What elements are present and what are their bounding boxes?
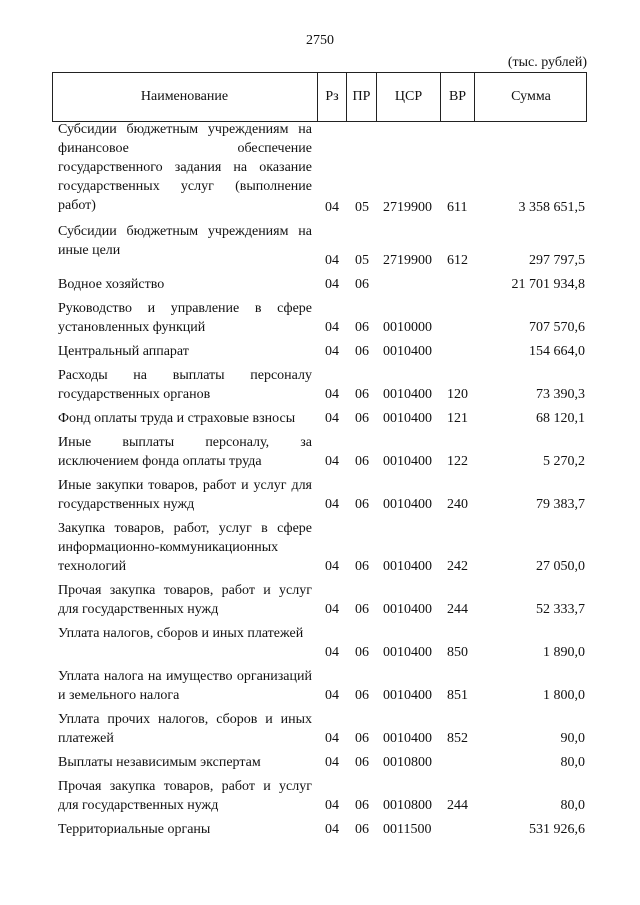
row-pr: 06 bbox=[355, 755, 369, 770]
table-row bbox=[0, 519, 640, 576]
header-name: Наименование bbox=[140, 89, 229, 104]
row-rz: 04 bbox=[325, 755, 339, 770]
row-csr: 0010400 bbox=[383, 411, 432, 426]
row-name: Расходы на выплаты персоналу государственных органов bbox=[58, 368, 312, 402]
row-csr: 2719900 bbox=[383, 200, 432, 215]
row-rz: 04 bbox=[325, 497, 339, 512]
row-vr: 122 bbox=[447, 454, 468, 469]
row-csr: 0010400 bbox=[383, 602, 432, 617]
row-pr: 06 bbox=[355, 602, 369, 617]
table-row bbox=[0, 342, 640, 361]
row-sum: 297 797,5 bbox=[529, 253, 585, 268]
table-row bbox=[0, 667, 640, 705]
table-row bbox=[0, 120, 640, 217]
row-rz: 04 bbox=[325, 277, 339, 292]
table-row bbox=[0, 409, 640, 428]
table-row bbox=[0, 299, 640, 337]
table-row bbox=[0, 777, 640, 815]
row-sum: 1 890,0 bbox=[543, 645, 585, 660]
row-name: Территориальные органы bbox=[58, 822, 211, 837]
row-vr: 852 bbox=[447, 731, 468, 746]
row-name: Уплата прочих налогов, сборов и иных платежей bbox=[58, 712, 312, 746]
row-csr: 0010400 bbox=[383, 559, 432, 574]
table-row bbox=[0, 476, 640, 514]
table-row bbox=[0, 624, 640, 662]
table-row bbox=[0, 753, 640, 772]
row-vr: 851 bbox=[447, 688, 468, 703]
row-name: Центральный аппарат bbox=[58, 344, 189, 359]
row-rz: 04 bbox=[325, 200, 339, 215]
row-vr: 611 bbox=[447, 200, 468, 215]
units-note: (тыс. рублей) bbox=[507, 55, 587, 70]
row-rz: 04 bbox=[325, 798, 339, 813]
row-sum: 90,0 bbox=[560, 731, 585, 746]
row-sum: 5 270,2 bbox=[543, 454, 585, 469]
row-vr: 120 bbox=[447, 387, 468, 402]
row-rz: 04 bbox=[325, 731, 339, 746]
row-sum: 80,0 bbox=[560, 798, 585, 813]
row-rz: 04 bbox=[325, 688, 339, 703]
row-vr: 242 bbox=[447, 559, 468, 574]
row-pr: 05 bbox=[355, 253, 369, 268]
row-name: Закупка товаров, работ, услуг в сфере информационно-коммуникационных технологий bbox=[58, 521, 312, 574]
row-pr: 06 bbox=[355, 645, 369, 660]
table-row bbox=[0, 433, 640, 471]
row-vr: 850 bbox=[447, 645, 468, 660]
row-rz: 04 bbox=[325, 320, 339, 335]
row-sum: 52 333,7 bbox=[536, 602, 585, 617]
row-csr: 0011500 bbox=[383, 822, 432, 837]
table-header bbox=[52, 72, 587, 122]
row-rz: 04 bbox=[325, 559, 339, 574]
header-vr: ВР bbox=[448, 89, 467, 104]
table-row bbox=[0, 275, 640, 294]
row-pr: 06 bbox=[355, 387, 369, 402]
table-row bbox=[0, 366, 640, 404]
row-name: Выплаты независимым экспертам bbox=[58, 755, 261, 770]
row-pr: 05 bbox=[355, 200, 369, 215]
row-sum: 21 701 934,8 bbox=[511, 277, 585, 292]
row-pr: 06 bbox=[355, 411, 369, 426]
row-csr: 0010400 bbox=[383, 688, 432, 703]
row-vr: 244 bbox=[447, 798, 468, 813]
table-body bbox=[0, 120, 640, 839]
row-rz: 04 bbox=[325, 411, 339, 426]
row-rz: 04 bbox=[325, 454, 339, 469]
table-row bbox=[0, 222, 640, 270]
row-sum: 707 570,6 bbox=[529, 320, 585, 335]
row-rz: 04 bbox=[325, 602, 339, 617]
row-pr: 06 bbox=[355, 320, 369, 335]
table-row bbox=[0, 820, 640, 839]
page-number: 2750 bbox=[306, 33, 334, 48]
row-pr: 06 bbox=[355, 344, 369, 359]
row-pr: 06 bbox=[355, 559, 369, 574]
row-sum: 27 050,0 bbox=[536, 559, 585, 574]
row-name: Водное хозяйство bbox=[58, 277, 165, 292]
row-name: Руководство и управление в сфере установленных функций bbox=[58, 301, 312, 335]
row-pr: 06 bbox=[355, 454, 369, 469]
row-sum: 154 664,0 bbox=[529, 344, 585, 359]
row-csr: 0010400 bbox=[383, 645, 432, 660]
header-rz: Рз bbox=[325, 89, 339, 104]
row-sum: 1 800,0 bbox=[543, 688, 585, 703]
row-pr: 06 bbox=[355, 277, 369, 292]
row-name: Прочая закупка товаров, работ и услуг для государственных нужд bbox=[58, 583, 312, 617]
row-pr: 06 bbox=[355, 497, 369, 512]
row-sum: 73 390,3 bbox=[536, 387, 585, 402]
header-pr: ПР bbox=[352, 89, 371, 104]
row-sum: 68 120,1 bbox=[536, 411, 585, 426]
header-border-right bbox=[586, 73, 587, 121]
row-rz: 04 bbox=[325, 645, 339, 660]
row-sum: 3 358 651,5 bbox=[518, 200, 585, 215]
row-name: Прочая закупка товаров, работ и услуг для государственных нужд bbox=[58, 779, 312, 813]
row-csr: 0010400 bbox=[383, 731, 432, 746]
row-name: Уплата налога на имущество организаций и земельного налога bbox=[58, 669, 312, 703]
row-rz: 04 bbox=[325, 253, 339, 268]
row-csr: 0010400 bbox=[383, 387, 432, 402]
row-vr: 244 bbox=[447, 602, 468, 617]
row-sum: 79 383,7 bbox=[536, 497, 585, 512]
row-sum: 80,0 bbox=[560, 755, 585, 770]
row-csr: 0010800 bbox=[383, 798, 432, 813]
row-name: Уплата налогов, сборов и иных платежей bbox=[58, 626, 304, 641]
row-vr: 121 bbox=[447, 411, 468, 426]
row-csr: 2719900 bbox=[383, 253, 432, 268]
row-csr: 0010000 bbox=[383, 320, 432, 335]
header-sum: Сумма bbox=[511, 89, 551, 104]
table-row bbox=[0, 581, 640, 619]
row-csr: 0010400 bbox=[383, 497, 432, 512]
row-name: Субсидии бюджетным учреждениям на финансовое обеспечение государственного задания на оказание государственных услуг (выполнение работ) bbox=[58, 122, 312, 213]
row-name: Фонд оплаты труда и страховые взносы bbox=[58, 411, 296, 426]
row-csr: 0010400 bbox=[383, 454, 432, 469]
row-name: Субсидии бюджетным учреждениям на иные цели bbox=[58, 224, 312, 258]
row-pr: 06 bbox=[355, 822, 369, 837]
header-csr: ЦСР bbox=[394, 89, 423, 104]
row-csr: 0010400 bbox=[383, 344, 432, 359]
row-sum: 531 926,6 bbox=[529, 822, 585, 837]
row-csr: 0010800 bbox=[383, 755, 432, 770]
row-rz: 04 bbox=[325, 822, 339, 837]
row-pr: 06 bbox=[355, 688, 369, 703]
row-vr: 612 bbox=[447, 253, 468, 268]
row-rz: 04 bbox=[325, 387, 339, 402]
row-vr: 240 bbox=[447, 497, 468, 512]
row-pr: 06 bbox=[355, 798, 369, 813]
row-rz: 04 bbox=[325, 344, 339, 359]
row-pr: 06 bbox=[355, 731, 369, 746]
row-name: Иные выплаты персоналу, за исключением фонда оплаты труда bbox=[58, 435, 312, 469]
table-row bbox=[0, 710, 640, 748]
row-name: Иные закупки товаров, работ и услуг для государственных нужд bbox=[58, 478, 312, 512]
